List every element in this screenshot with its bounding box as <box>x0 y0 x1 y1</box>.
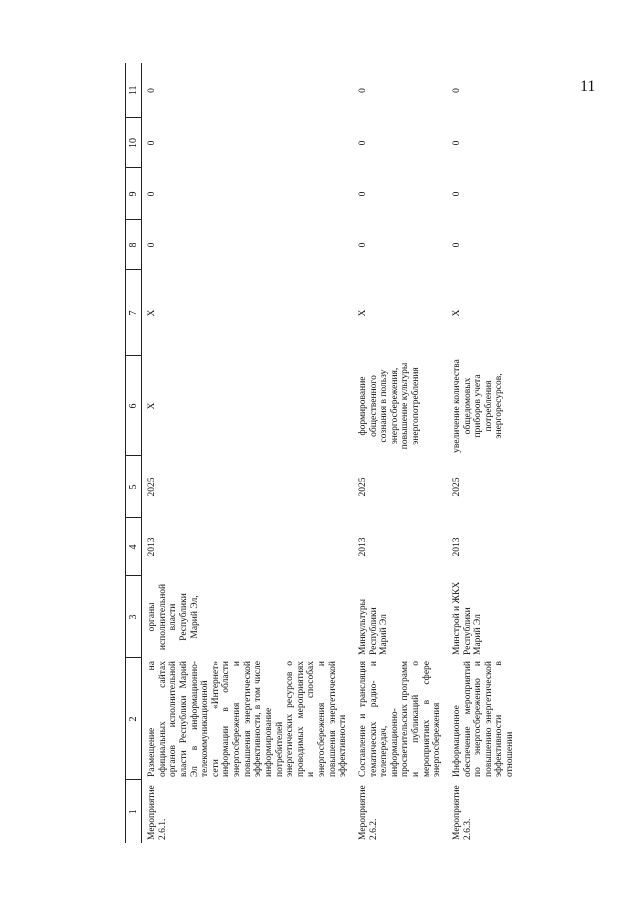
measure-start-year: 2013 <box>451 537 462 556</box>
column-header-9: 9 <box>125 168 141 220</box>
measure-col-10: 0 <box>451 140 462 145</box>
measure-start-year: 2013 <box>357 537 368 556</box>
measure-col-10: 0 <box>357 140 368 145</box>
measure-col-8: 0 <box>146 242 157 247</box>
column-header-5: 5 <box>125 456 141 518</box>
measure-col-8: 0 <box>451 242 462 247</box>
measure-col-7: X <box>146 309 157 316</box>
page-number: 11 <box>580 78 596 95</box>
measure-col-11: 0 <box>451 87 462 93</box>
measure-col-10: 0 <box>146 140 157 145</box>
column-header-10: 10 <box>125 118 141 168</box>
measure-end-year: 2025 <box>146 477 157 496</box>
measures-table <box>125 63 516 843</box>
measure-end-year: 2025 <box>357 477 368 496</box>
measure-description: Составление и трансляция тематических радио- и телепередач, информационно-просветительских программ и публикаций о мероприятиях в сфере энергосбережения <box>357 660 442 777</box>
column-header-7: 7 <box>125 270 141 356</box>
measure-executor: Минстрой и ЖКХ Республики Марий Эл <box>451 581 483 655</box>
measure-result: увеличение количества общедомовых приборов учета потребления энергоресурсов, <box>451 358 504 453</box>
column-header-8: 8 <box>125 220 141 270</box>
measure-executor: органы исполнительной власти Республики Марий Эл, <box>146 583 199 650</box>
table-header <box>125 63 141 843</box>
column-header-2: 2 <box>125 658 141 780</box>
column-header-1: 1 <box>125 780 141 843</box>
measure-col-11: 0 <box>146 87 157 93</box>
measure-col-7: X <box>451 309 462 316</box>
measure-col-11: 0 <box>357 87 368 93</box>
column-header-6: 6 <box>125 356 141 456</box>
measure-executor: Минкультуры Республики Марий Эл <box>357 598 389 655</box>
measure-id: Мероприятие 2.6.3. <box>451 784 472 840</box>
measure-description: Размещение на официальных сайтах органов исполнительной власти Республики Марий Эл в информационно-телекоммуникационной сети «Интернет» информации в области энергосбережения и повышения энергетической эффективности, в том числе информирование потребителей энергетических ресурсов о проводимых мероприятиях и способах энергосбережения и повышения энергетической эффективности <box>146 660 348 777</box>
measure-end-year: 2025 <box>451 477 462 496</box>
measure-id: Мероприятие 2.6.1. <box>146 784 168 840</box>
column-header-3: 3 <box>125 576 141 658</box>
measure-start-year: 2013 <box>146 537 157 556</box>
header-row <box>125 63 141 843</box>
measure-result: X <box>146 402 157 409</box>
table-row <box>352 63 446 843</box>
measure-col-9: 0 <box>451 191 462 196</box>
measure-col-8: 0 <box>357 242 368 247</box>
measure-col-9: 0 <box>146 191 157 196</box>
table-row <box>141 63 352 843</box>
column-header-4: 4 <box>125 518 141 576</box>
rotated-table-wrapper <box>125 63 515 843</box>
table-row <box>446 63 515 843</box>
measure-id: Мероприятие 2.6.2. <box>357 784 378 840</box>
measure-description: Информационное обеспечение мероприятий по энергосбережению и повышению энергетической эффективности в отношении <box>451 660 515 777</box>
table-body <box>141 63 515 843</box>
measure-col-7: X <box>357 309 368 316</box>
measure-col-9: 0 <box>357 191 368 196</box>
measure-result: формирование общественного сознания в пользу энергосбережения, повышение культуры энергопотребления <box>357 362 421 449</box>
column-header-11: 11 <box>125 63 141 118</box>
